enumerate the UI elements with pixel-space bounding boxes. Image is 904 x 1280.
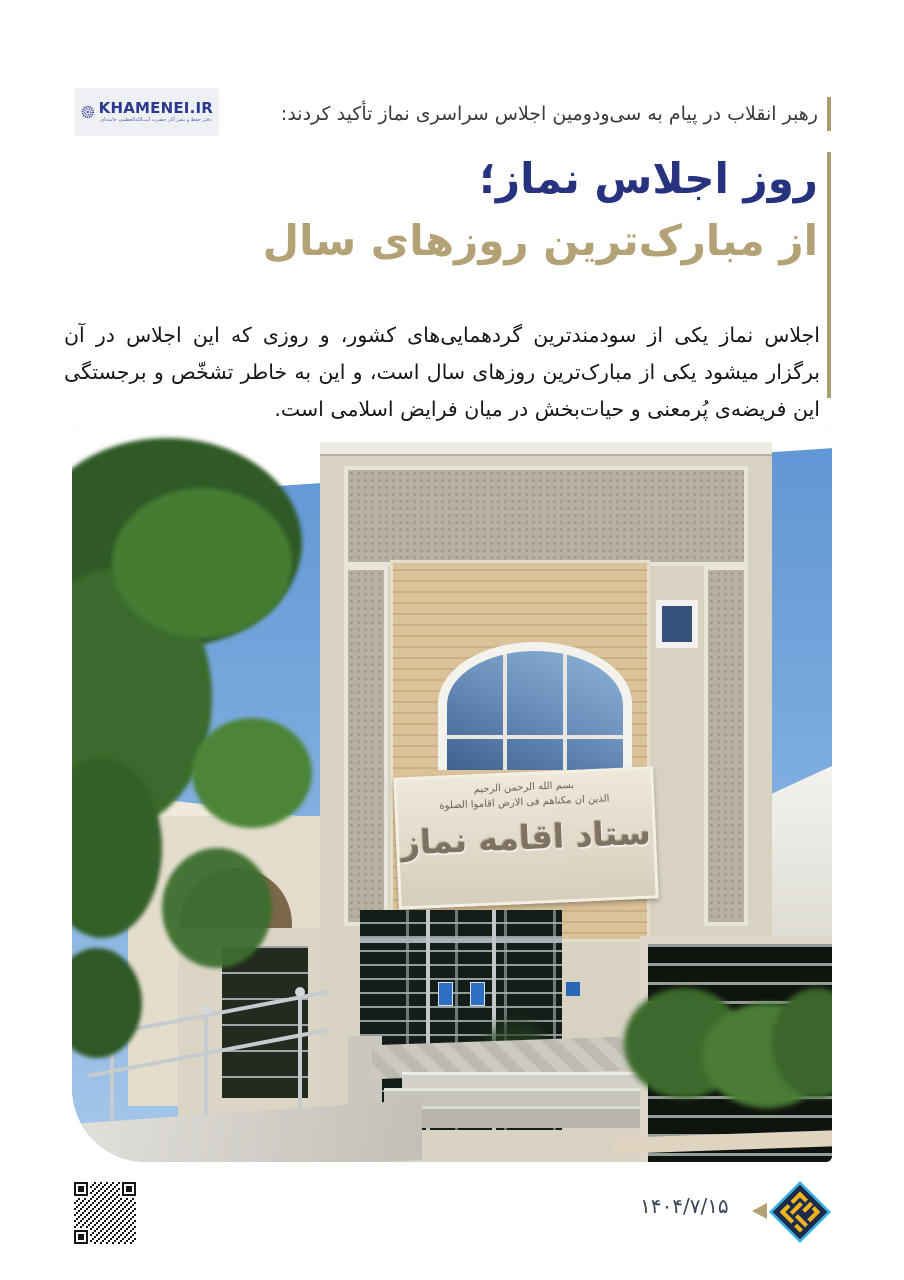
logo-rosette-icon <box>81 95 95 129</box>
photo-address-plate <box>566 982 580 996</box>
photo-door-notice-1 <box>438 982 453 1006</box>
sign-bismillah: بسم الله الرحمن الرحیم <box>473 779 575 796</box>
lead-paragraph: اجلاس نماز یکی از سودمندترین گردهمایی‌های کشور، و روزی که این اجلاس در آن برگزار میشود یکی از مبارک‌ترین روزهای سال است، و این به خاطر تشخّص و برجستگی این فریضه‌ی پُرمعنی و حیات‌بخش در میان فرایض اسلامی است. <box>64 322 820 421</box>
photo-arched-glass <box>447 651 623 770</box>
logo-name: KHAMENEI.IR <box>98 99 213 117</box>
sign-main-calligraphy: ستاد اقامه نماز <box>400 812 652 863</box>
title-accent-bar <box>827 152 831 398</box>
logo-tagline: دفتر حفظ و نشر آثار حضرت آیت‌الله‌العظمی خامنه‌ای <box>100 117 212 123</box>
sign-verse: الذین ان مکناهم فی الارض اقاموا الصلوة <box>439 793 610 812</box>
headline <box>78 148 818 272</box>
photo-arched-window <box>438 642 632 770</box>
publication-date: ۱۴۰۴/۷/۱۵ <box>640 1194 729 1218</box>
photo-pattern-pilaster-left <box>344 566 388 926</box>
kicker-text: رهبر انقلاب در پیام به سی‌ودومین اجلاس سراسری نماز تأکید کردند: <box>280 103 818 125</box>
photo-pattern-pilaster-right <box>704 566 748 926</box>
building-photo <box>72 428 832 1162</box>
photo-door-notice-2 <box>470 982 485 1006</box>
photo-pattern-band-top <box>344 466 748 566</box>
namaz-conference-logo <box>768 1180 832 1244</box>
headline-line2: از مبارک‌ترین روزهای سال <box>262 216 818 265</box>
photo-small-window <box>656 600 698 648</box>
photo-signage-panel <box>393 766 659 909</box>
photo-tree-foliage <box>112 488 292 638</box>
qr-code <box>72 1180 138 1246</box>
photo-parapet-cornice <box>320 442 772 454</box>
photo-neighbor-wall <box>766 766 832 956</box>
date-pointer-icon <box>752 1203 767 1219</box>
photo-tree-foliage <box>162 848 272 968</box>
photo-door-header-rail <box>360 938 562 943</box>
photo-tree-foliage <box>192 718 312 828</box>
headline-line1: روز اجلاس نماز؛ <box>479 154 818 203</box>
kicker-accent-bar <box>827 97 831 131</box>
